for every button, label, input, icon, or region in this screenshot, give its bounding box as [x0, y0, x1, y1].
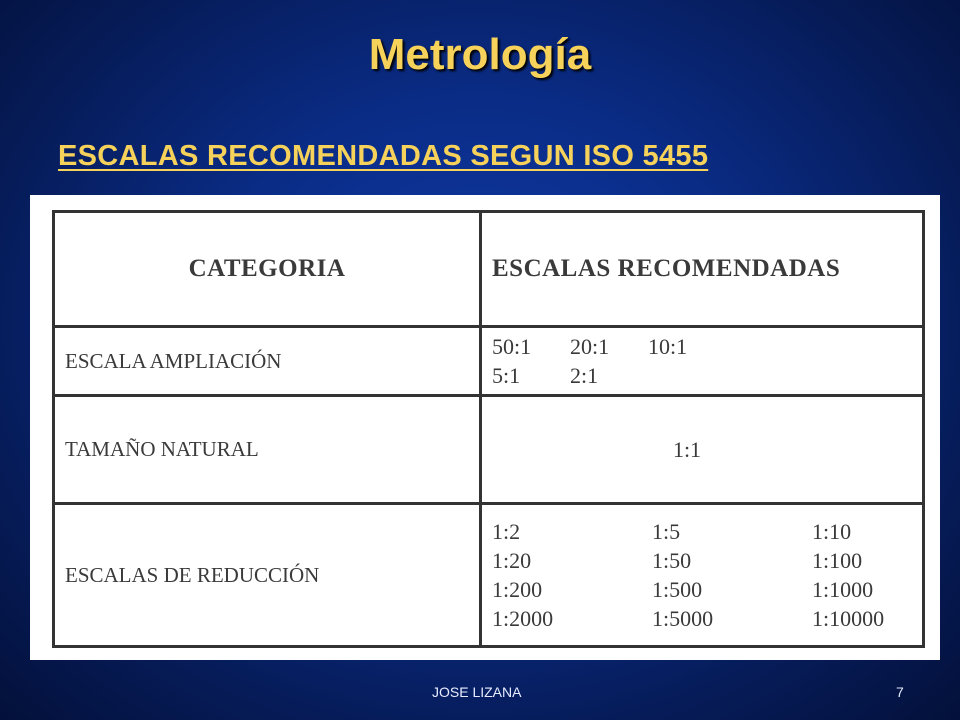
- footer-author: JOSE LIZANA: [432, 684, 522, 700]
- slide-title: Metrología: [368, 30, 592, 79]
- scale-value: 1:100: [812, 548, 863, 573]
- header-category: CATEGORIA: [54, 212, 481, 327]
- scale-value: 20:1: [570, 334, 610, 359]
- table-row: [54, 327, 924, 396]
- scale-value: 1:20: [492, 548, 532, 573]
- header-scales: ESCALAS RECOMENDADAS: [481, 212, 924, 327]
- table-header-row: [54, 212, 924, 327]
- scale-value: 1:10: [812, 519, 852, 544]
- scales-table: [52, 210, 925, 648]
- table-row: [54, 396, 924, 504]
- category-cell: TAMAÑO NATURAL: [54, 396, 481, 504]
- scales-cell: [481, 504, 924, 647]
- scales-table-panel: [30, 195, 940, 660]
- scale-value: 10:1: [648, 334, 688, 359]
- scale-value: 1:10000: [812, 606, 885, 631]
- scale-value: 1:2000: [492, 606, 554, 631]
- scale-value: 1:1: [672, 437, 702, 462]
- page-number: 7: [896, 684, 904, 700]
- scale-value: 1:5: [652, 519, 681, 544]
- scale-value: 1:50: [652, 548, 692, 573]
- scale-value: 1:5000: [652, 606, 714, 631]
- table-row: [54, 504, 924, 647]
- category-cell: ESCALAS DE REDUCCIÓN: [54, 504, 481, 647]
- scale-value: 1:200: [492, 577, 543, 602]
- scales-cell: [481, 396, 924, 504]
- scale-value: 1:2: [492, 519, 521, 544]
- category-cell: ESCALA AMPLIACIÓN: [54, 327, 481, 396]
- slide-subtitle: ESCALAS RECOMENDADAS SEGUN ISO 5455: [58, 140, 709, 172]
- scales-cell: [481, 327, 924, 396]
- scale-value: 50:1: [492, 334, 532, 359]
- scale-value: 1:1000: [812, 577, 874, 602]
- scale-value: 2:1: [570, 363, 599, 388]
- scale-value: 5:1: [492, 363, 521, 388]
- scale-value: 1:500: [652, 577, 703, 602]
